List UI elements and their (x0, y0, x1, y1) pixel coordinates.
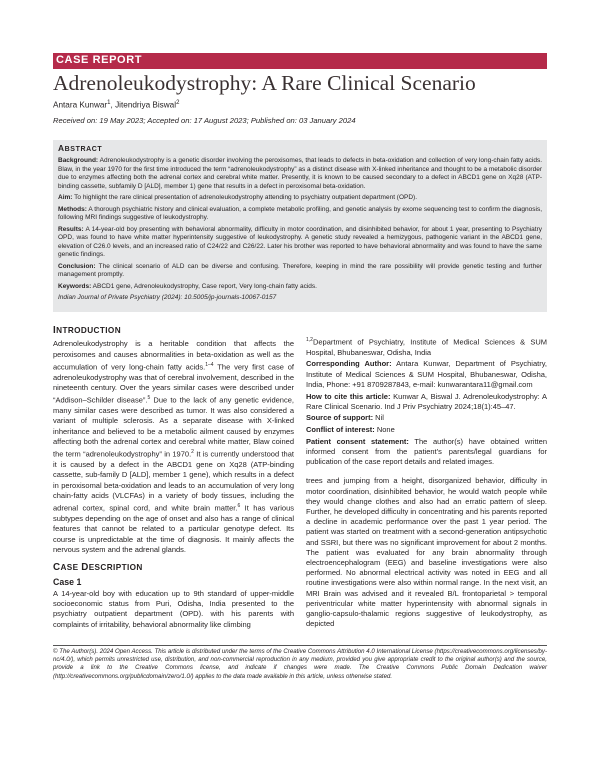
left-column (53, 326, 294, 630)
case-1-subheading: Case 1 (53, 576, 82, 587)
corresponding-author: Corresponding Author: Antara Kunwar, Department of Psychiatry, Institute of Medical Sciences & SUM Hospital, Bhubaneswar, Odisha, India, Phone: +91 8709287843, e-mail: kunwarantara11@gmail.com (306, 359, 547, 389)
abstract-conclusion: Conclusion: The clinical scenario of ALD can be diverse and confusing. Therefore, keeping in mind the rare possibility will provide genetic testing and further management promptly. (58, 262, 542, 279)
journal-citation: Indian Journal of Private Psychiatry (2024): 10.5005/jp-journals-10067-0157 (58, 294, 277, 302)
author-2: Jitendriya Biswal (115, 100, 177, 110)
source-of-support: Source of support: Nil (306, 413, 384, 423)
department-affiliation: $^{1,2}$Department of Psychiatry, Institute of Medical Sciences & SUM Hospital, Bhubaneswar, Odisha, India (306, 337, 547, 357)
affiliations-block (306, 335, 547, 467)
conflict-of-interest: Conflict of interest: None (306, 425, 395, 435)
banner-label: CASE REPORT (56, 54, 143, 66)
abstract-methods: Methods: A thorough psychiatric history and clinical evaluation, a complete metabolic profiling, and genetic analysis by exome sequencing test to confirm the diagnosis, following MRI findings suggestive of leukodystrophy. (58, 205, 542, 222)
abstract-results: Results: A 14-year-old boy presenting with behavioral abnormality, difficulty in motor coordination, and disinhibited behavior, for about 1 year, presenting to Psychiatry OPD, was found to have white matter hyperintensity suggestive of leukodystrophy. A genetic study revealed a hemizygous, pathogenic variant in the ABCD1 gene, elevation of C26.0 levels, and an increased ratio of C24/22 and C26/22. Later his brother was reported to have behavioral abnormality and was found to have the same genetic findings. (58, 225, 542, 259)
author-line: Antara Kunwar$^1$, Jitendriya Biswal$^2$ (53, 100, 180, 110)
case-continued-paragraph: trees and jumping from a height, disorganized behavior, difficulty in motor coordination, disinhibited behavior, he would watch people while they would change clothes and also had an erratic pattern of sleep. Further, he developed difficulty in concentrating and his parents reported a decline in academic performance over the past 1 year period. The patient was started on treatment with a second-generation antipsychotic and SSRI, but there was no significant improvement for about 2 months. The patient was evaluated for any brain abnormality through electroencephalogram (EEG) and baseline investigations were also performed. No abnormal electrical activity was noted in EEG and all routine investigations were also within normal range. In the next visit, an MRI Brain was advised and it revealed B/L frontoparietal > temporal periventricular white matter hyperintensity with abnormal signals in ganglio-capsulo-thalamic regions suggestive of leukodystrophy, as depicted (306, 476, 547, 629)
patient-consent: Patient consent statement: The author(s) have obtained written informed consent from the patient’s parents/legal guardians for publication of the case report details and related images. (306, 436, 547, 467)
author-1: Antara Kunwar (53, 100, 108, 110)
case-paragraph: A 14-year-old boy with education up to 9th standard of upper-middle socioeconomic status from Puri, Odisha, India presented to the psychiatry outpatient department (OPD). with his parents with complaints of irritability, behavioral abnormality like climbing (53, 588, 294, 629)
abstract-heading: ABSTRACT (58, 143, 103, 153)
footer-divider (53, 645, 547, 646)
abstract-background: Background: Adrenoleukodystrophy is a genetic disorder involving the peroxisomes, that leads to defects in beta-oxidation and collection of very long-chain fatty acids. Blaw, in the year 1970 for the first time introduced the term “adrenoleukodystrophy” as a distinct disease with X-linked inheritance and thought to be a metabolic disorder due to enzymes affecting both the adrenal cortex and cerebral white matter. Presently, it is known to be caused secondary to a defect in ABCD1 gene on Xq28 (ATP- binding cassette, subfamily D [ALD], member 1) gene that results in a defect in peroxisomal beta-oxidation. (58, 157, 542, 190)
case-description-heading: CASE DESCRIPTION (53, 562, 143, 574)
how-to-cite: How to cite this article: Kunwar A, Biswal J. Adrenoleukodystrophy: A Rare Clinical Scenario. Ind J Priv Psychiatry 2024;18(1):45–47. (306, 391, 548, 411)
right-column (306, 335, 547, 629)
article-title: Adrenoleukodystrophy: A Rare Clinical Scenario (53, 71, 476, 95)
case-report-banner (53, 53, 547, 69)
license-footer: © The Author(s). 2024 Open Access. This article is distributed under the terms of the Creative Commons Attribution 4.0 International License (https://creativecommons.org/licenses/by-nc/4.0/), which permits unrestricted use, distribution, and non-commercial reproduction in any medium, provided you give appropriate credit to the original author(s) and the source, provide a link to the Creative Commons license, and indicate if changes were made. The Creative Commons Public Domain Dedication waiver (http://creativecommons.org/publicdomain/zero/1.0/) applies to the data made available in this article, unless otherwise stated. (53, 648, 547, 680)
abstract-keywords: Keywords: ABCD1 gene, Adrenoleukodystrophy, Case report, Very long-chain fatty acids. (58, 282, 317, 290)
abstract-box (53, 140, 547, 312)
introduction-paragraph: Adrenoleukodystrophy is a heritable condition that affects the peroxisomes and causes abnormalities in beta-oxidation as well as the accumulation of very long-chain fatty acids.$^{1-4}$ The very first case of adrenoleukodystrophy was that of cerebral involvement, described in the nineteenth century. Over the years similar cases were described under “Addison–Schilder disease”.$^5$ Due to the lack of any genetic evidence, many similar cases were described as tumor. It was also considered a variant of multiple sclerosis. As a separate disease with X-linked inheritance and believed to be a metabolic ailment caused by enzymes affecting both the adrenal cortex and cerebral white matter, Blaw coined the term “adrenoleukodystrophy” in 1970.$^2$ It is currently understood that it is caused by a defect in the ABCD1 gene on Xq28 (ATP-binding cassette, sub-family D [ALD], member 1 gene), which results in a defect in peroxisomal beta-oxidation and leads to an accumulation of very long chain-fatty acids (VLCFAs) in a variety of body tissues, including the adrenal cortex, spinal cord, and white brain matter.$^6$ It has various subtypes depending on the age of onset and also has a range of clinical features that cannot be related to a particular genotype defect. Its course is unpredictable at the time of diagnosis. It mainly affects the nervous system and the adrenal glands. (53, 339, 294, 554)
abstract-aim: Aim: To highlight the rare clinical presentation of adrenoleukodystrophy attending to psychiatry outpatient department (OPD). (58, 194, 418, 202)
publication-dates: Received on: 19 May 2023; Accepted on: 17 August 2023; Published on: 03 January 2024 (53, 116, 356, 125)
introduction-heading: INTRODUCTION (53, 325, 122, 336)
